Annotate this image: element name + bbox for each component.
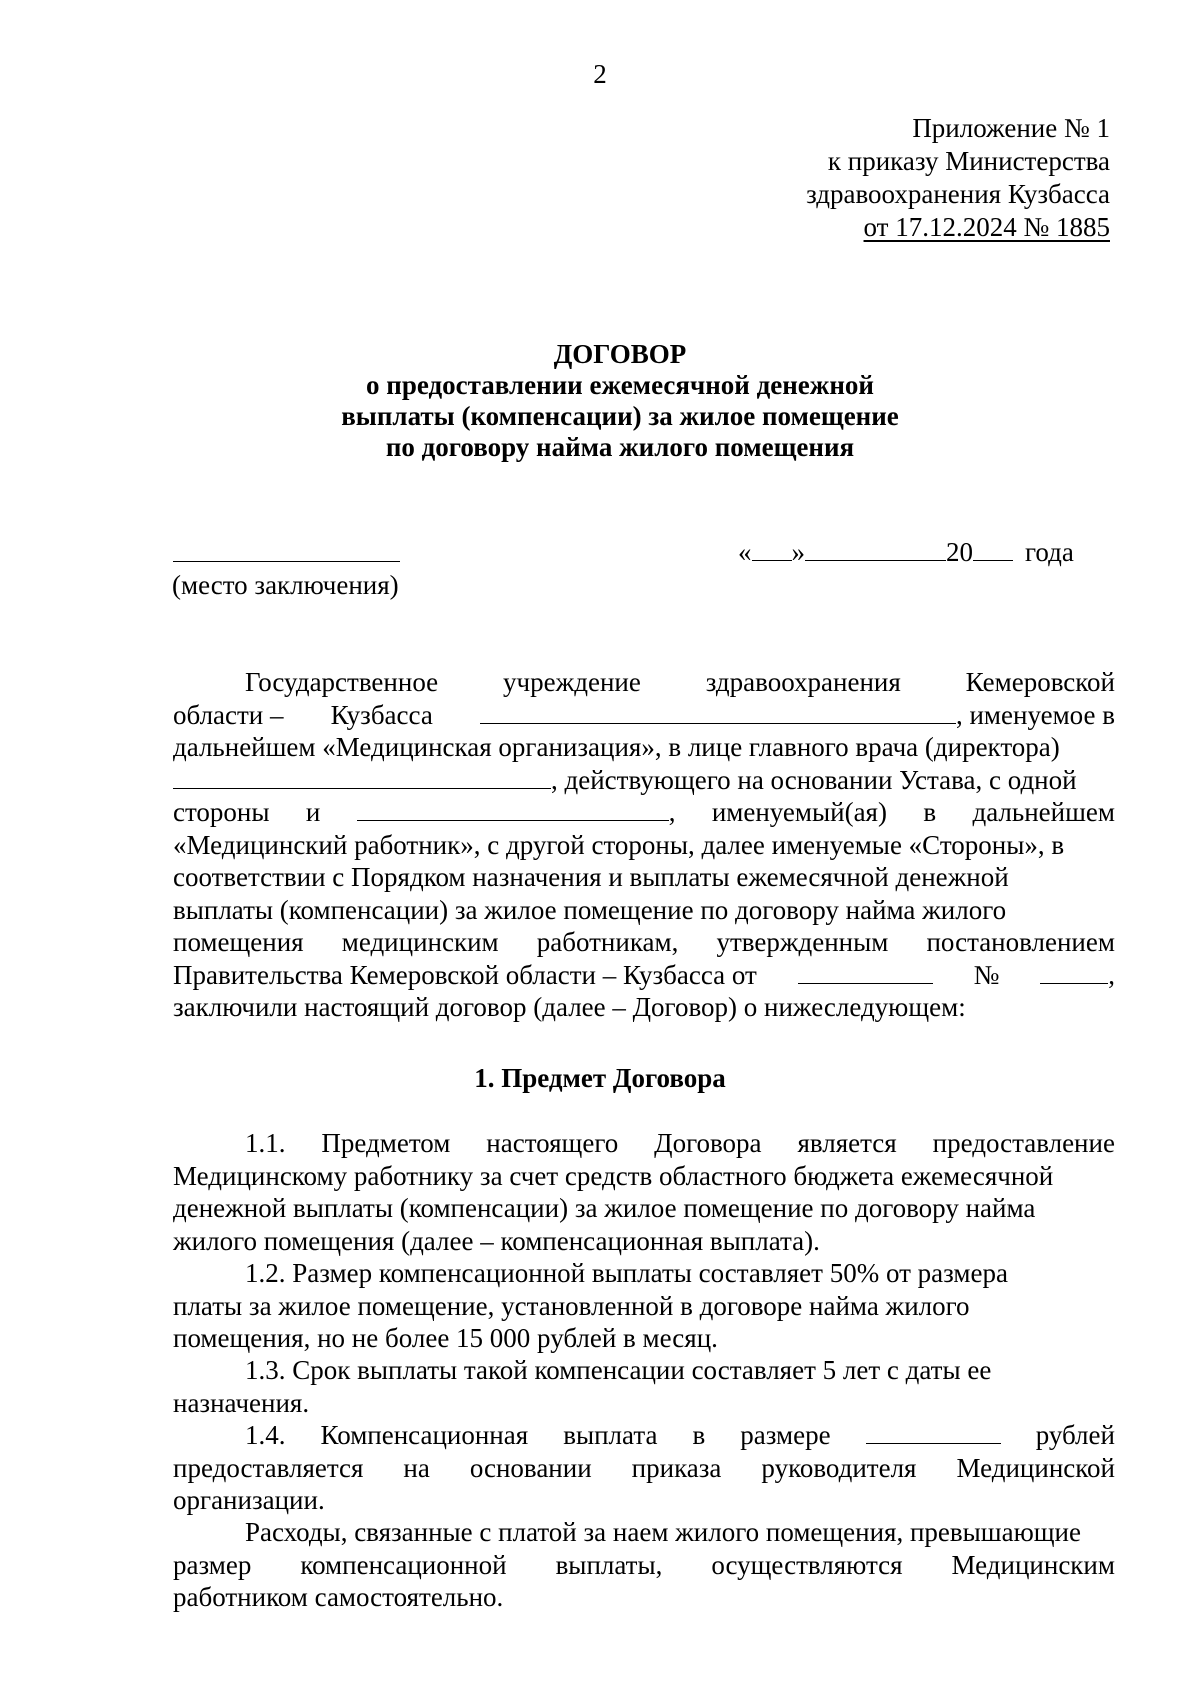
- date-open-quote: «: [738, 537, 752, 567]
- title-line: выплаты (компенсации) за жилое помещение: [341, 401, 899, 431]
- document-title: [190, 338, 1050, 462]
- clause-1-2: [173, 1257, 1115, 1355]
- month-blank: [805, 536, 946, 561]
- text-line: денежной выплаты (компенсации) за жилое помещение по договору найма: [173, 1193, 1036, 1223]
- text-line: области – Кузбасса , именуемое в: [173, 699, 1115, 730]
- text-line: предоставляется на основании приказа руководителя Медицинской: [173, 1452, 1115, 1483]
- date-close-quote: »: [791, 537, 805, 567]
- resolution-number-blank: [1040, 959, 1108, 984]
- place-caption: (место заключения): [172, 570, 399, 600]
- text-line: «Медицинский работник», с другой стороны, далее именуемые «Стороны», в: [173, 829, 1065, 860]
- year-blank: [973, 536, 1013, 561]
- text-line: назначения.: [173, 1387, 310, 1418]
- text-line: соответствии с Порядком назначения и выплаты ежемесячной денежной: [173, 862, 1009, 892]
- title-heading: ДОГОВОР: [553, 339, 687, 369]
- text-line: Медицинскому работнику за счет средств областного бюджета ежемесячной: [173, 1160, 1054, 1191]
- year-prefix: 20: [946, 537, 973, 567]
- text-line: 1.3. Срок выплаты такой компенсации составляет 5 лет с даты ее: [245, 1355, 992, 1385]
- text-line: организации.: [173, 1485, 325, 1515]
- text-line: Расходы, связанные с платой за наем жилого помещения, превышающие: [245, 1517, 1081, 1547]
- appendix-line: к приказу Министерства: [827, 146, 1110, 176]
- text-line: дальнейшем «Медицинская организация», в лице главного врача (директора): [173, 732, 1060, 762]
- title-line: о предоставлении ежемесячной денежной: [366, 370, 874, 400]
- text-line: Государственное учреждение здравоохранения Кемеровской: [245, 667, 1115, 697]
- employee-name-blank: [357, 796, 669, 821]
- text-line: жилого помещения (далее – компенсационная выплата).: [173, 1225, 820, 1256]
- title-line: по договору найма жилого помещения: [385, 432, 855, 462]
- clause-1-1: [173, 1127, 1115, 1257]
- day-blank: [752, 536, 792, 561]
- text-line: 1.2. Размер компенсационной выплаты составляет 50% от размера: [245, 1258, 1008, 1288]
- date-field: [738, 536, 1074, 568]
- appendix-order-date: от 17.12.2024 № 1885: [863, 212, 1110, 242]
- section-title: 1. Предмет Договора: [474, 1063, 726, 1093]
- text-line: размер компенсационной выплаты, осуществляются Медицинским: [173, 1549, 1115, 1580]
- appendix-line: здравоохранения Кузбасса: [806, 179, 1110, 209]
- appendix-line: Приложение № 1: [912, 113, 1110, 143]
- text-line: помещения медицинским работникам, утвержденным постановлением: [173, 927, 1115, 957]
- text-line: стороны и , именуемый(ая) в дальнейшем: [173, 797, 1115, 827]
- clause-1-4: [173, 1419, 1115, 1517]
- resolution-date-blank: [798, 959, 933, 984]
- page-number: 2: [593, 59, 607, 89]
- text-line: заключили настоящий договор (далее – Договор) о нижеследующем:: [173, 992, 966, 1022]
- year-suffix: года: [1025, 537, 1074, 567]
- text-line: помещения, но не более 15 000 рублей в месяц.: [173, 1323, 718, 1353]
- text-line: 1.1. Предметом настоящего Договора является предоставление: [245, 1128, 1115, 1158]
- place-blank-line: [173, 561, 400, 562]
- text-line: , действующего на основании Устава, с одной: [173, 764, 1115, 797]
- text-line: 1.4. Компенсационная выплата в размере рублей: [245, 1420, 1115, 1450]
- appendix-block: [806, 112, 1110, 244]
- text-line: Правительства Кемеровской области – Кузбасса от № ,: [173, 959, 1115, 990]
- text-line: выплаты (компенсации) за жилое помещение по договору найма жилого: [173, 894, 1007, 925]
- clause-1-3: [173, 1354, 1115, 1419]
- expenses-paragraph: [173, 1516, 1115, 1614]
- organization-name-blank: [480, 699, 956, 724]
- text-line: платы за жилое помещение, установленной в договоре найма жилого: [173, 1290, 970, 1321]
- director-name-blank: [173, 764, 551, 789]
- text-line: работником самостоятельно.: [173, 1582, 504, 1612]
- preamble-paragraph: [173, 666, 1115, 1024]
- amount-blank: [866, 1419, 1001, 1444]
